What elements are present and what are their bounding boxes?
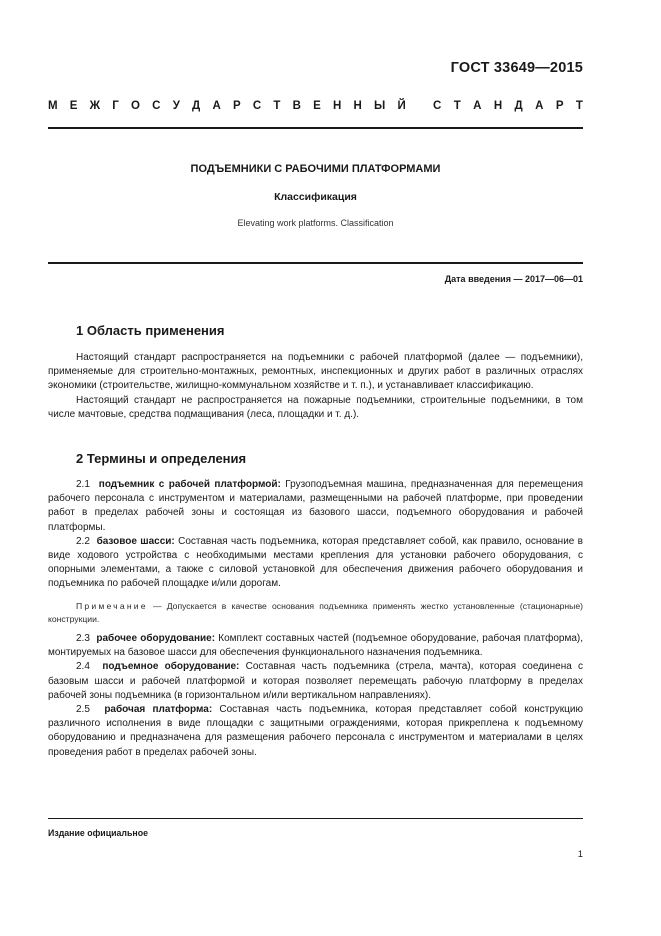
term-definition: Комплект составных частей (подъемное оборудование, рабочая платформа), монтируемых на базовое шасси для обеспечения функционального назначения подъемника. bbox=[48, 633, 583, 659]
banner-letter: Т bbox=[453, 100, 461, 112]
banner-letter: У bbox=[172, 100, 180, 112]
term-number: 2.4 bbox=[76, 661, 90, 673]
banner-letter: А bbox=[535, 100, 544, 112]
banner-letter: Ж bbox=[89, 100, 101, 112]
introduction-date: Дата введения — 2017—06—01 bbox=[444, 274, 583, 284]
banner-letter: Н bbox=[332, 100, 342, 112]
banner-letter: Й bbox=[397, 100, 406, 112]
official-edition-label: Издание официальное bbox=[48, 828, 148, 838]
gost-number: ГОСТ 33649—2015 bbox=[450, 60, 583, 76]
term-definition: Грузоподъемная машина, предназначенная для перемещения рабочего персонала с инструментом и материалами, размещенными на рабочей платформе, при проведении работ в пределах рабочей зоны и состоящая из базового шасси, подъемного оборудования и рабочей платформы. bbox=[48, 479, 583, 533]
banner-letter: Р bbox=[555, 100, 564, 112]
banner-letter: Т bbox=[273, 100, 281, 112]
term-2-2 bbox=[48, 535, 583, 592]
banner-letter: С bbox=[433, 100, 442, 112]
banner-letter: В bbox=[292, 100, 301, 112]
term-number: 2.3 bbox=[76, 633, 90, 644]
banner-letter: Т bbox=[575, 100, 583, 112]
note-text: — Допускается в качестве основания подъемника применять жестко установленные (стационарные) конструкции. bbox=[48, 601, 583, 624]
banner-letter: Е bbox=[69, 100, 78, 112]
section-2-body-a bbox=[48, 478, 583, 592]
section-2-body-b bbox=[48, 632, 583, 760]
english-title: Elevating work platforms. Classification bbox=[237, 218, 394, 228]
banner-letter: Г bbox=[112, 100, 119, 112]
banner-letter: Н bbox=[353, 100, 362, 112]
term-number: 2.1 bbox=[76, 479, 90, 490]
banner-letter: Н bbox=[493, 100, 503, 112]
footer-rule bbox=[48, 818, 583, 819]
banner-letter: А bbox=[212, 100, 221, 112]
standard-banner bbox=[48, 100, 583, 112]
term-definition: Составная часть подъемника, которая представляет собой, как правило, основание в виде ходового устройства с необходимыми местами крепления для установки рабочего оборудования, с опорными элементами, а также с силовой установкой для обеспечения движения рабочего оборудования и подъемника по рабочей площадке и/или дорогам. bbox=[48, 535, 583, 590]
banner-letter: М bbox=[48, 100, 58, 112]
term-name: подъемник с рабочей платформой: bbox=[98, 479, 281, 490]
term-name: подъемное оборудование: bbox=[102, 661, 240, 673]
banner-letter: С bbox=[252, 100, 262, 112]
page-number: 1 bbox=[577, 849, 583, 860]
document-title: ПОДЪЕМНИКИ С РАБОЧИМИ ПЛАТФОРМАМИ bbox=[190, 163, 441, 175]
banner-word-interstate bbox=[48, 100, 406, 112]
term-name: рабочее оборудование: bbox=[96, 633, 216, 644]
section-1-heading: 1 Область применения bbox=[76, 323, 225, 338]
term-name: базовое шасси: bbox=[96, 535, 175, 547]
term-definition: Составная часть подъемника (стрела, мачта), которая соединена с базовым шасси и рабочей платформой и которая позволяет перемещать рабочую платформу в пределах рабочей зоны подъемника (в горизонтальном и/или вертикальном направлениях). bbox=[48, 661, 584, 701]
banner-word-standard bbox=[433, 100, 583, 112]
banner-letter: С bbox=[152, 100, 161, 112]
term-2-3 bbox=[48, 632, 583, 660]
term-name: рабочая платформа: bbox=[104, 704, 213, 716]
scope-paragraph-2: Настоящий стандарт не распространяется на пожарные подъемники, строительные подъемники, в том числе мачтовые, средства подмащивания (леса, площадки и т. д.). bbox=[48, 394, 583, 420]
title-rule bbox=[48, 262, 583, 264]
banner-letter: Ы bbox=[374, 100, 386, 112]
banner-letter: А bbox=[473, 100, 482, 112]
banner-letter: Р bbox=[232, 100, 241, 112]
document-subtitle: Классификация bbox=[274, 191, 357, 203]
banner-letter: Д bbox=[192, 100, 201, 112]
top-rule bbox=[48, 127, 583, 129]
term-number: 2.5 bbox=[76, 704, 90, 716]
term-number: 2.2 bbox=[76, 535, 90, 547]
banner-letter: Д bbox=[514, 100, 523, 112]
term-definition: Составная часть подъемника, которая представляет собой конструкцию различного исполнения в виде площадки с защитными ограждениями, которая прикреплена к подъемному оборудованию и предназначена для размещения рабочего персонала с инструментом и материалами в целях проведения работ в пределах рабочей зоны. bbox=[48, 704, 583, 758]
term-2-1 bbox=[48, 478, 583, 535]
term-2-5 bbox=[48, 703, 583, 760]
section-2-heading: 2 Термины и определения bbox=[76, 451, 247, 466]
note-block bbox=[48, 600, 583, 625]
banner-letter: Е bbox=[313, 100, 321, 112]
term-2-4 bbox=[48, 660, 583, 703]
note-label: Примечание bbox=[76, 601, 148, 611]
banner-letter: О bbox=[131, 100, 140, 112]
section-1-body bbox=[48, 351, 583, 422]
scope-paragraph-1: Настоящий стандарт распространяется на подъемники с рабочей платформой (далее — подъемники), применяемые для строительно-монтажных, ремонтных, инспекционных и других работ в различных отраслях экономики (строительстве, жилищно-коммунальном хозяйстве и т. п.), и устанавливает классификацию. bbox=[48, 352, 583, 392]
